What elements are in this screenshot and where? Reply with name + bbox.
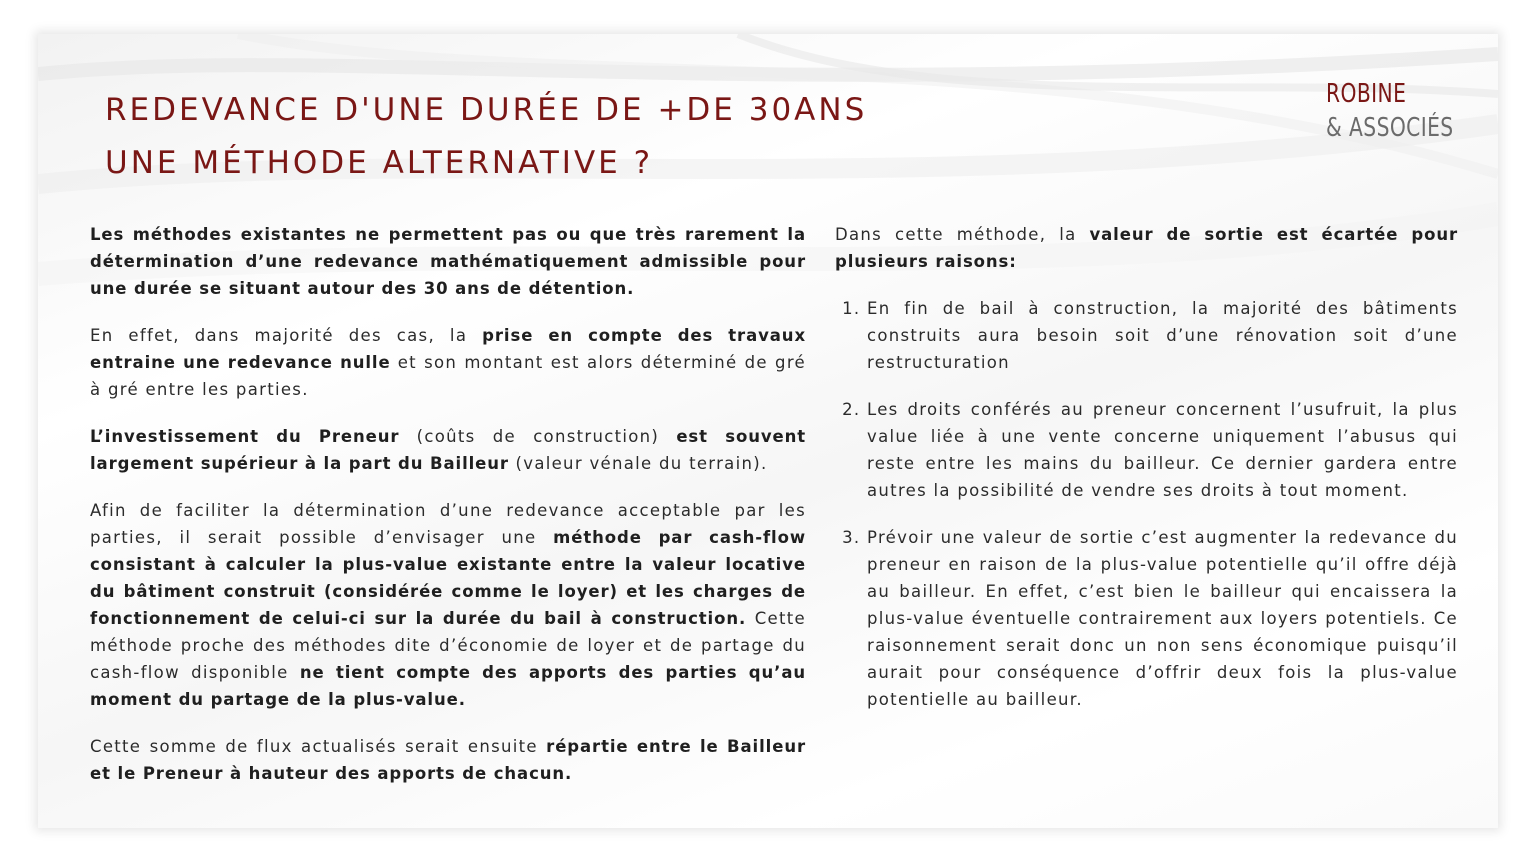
paragraph-5 [90,733,806,787]
text: (coûts de construction) [399,427,677,446]
text: Cette somme de flux actualisés serait ensuite [90,737,547,756]
bold-text: répartie entre le Bailleur et le Preneur à hauteur des apports de chacun. [90,737,806,783]
bold-text: méthode par cash-flow consistant à calculer la plus-value existante entre la valeur locative du bâtiment construit (considérée comme le loyer) et les charges de fonctionnement de celui-ci sur la durée du bail à construction. [90,528,806,628]
bold-text: est souvent largement supérieur à la part du Bailleur [90,427,807,473]
reasons-list [835,295,1458,713]
text: Afin de faciliter la détermination d’une redevance acceptable par les parties, il serait possible d’envisager une [90,501,806,547]
list-item: 1. En fin de bail à construction, la majorité des bâtiments construits aura besoin soit d’une rénovation soit d’une restructuration [867,295,1458,376]
text: En effet, dans majorité des cas, la [90,326,483,345]
paragraph-4 [90,497,806,713]
title-line-1: REDEVANCE D'UNE DURÉE DE +DE 30ANS [105,92,868,128]
text: Cette méthode proche des méthodes dite d’économie de loyer et de partage du cash-flow disponible [90,609,806,682]
text: Dans cette méthode, la [835,225,1090,244]
title-line-2: UNE MÉTHODE ALTERNATIVE ? [105,145,654,181]
list-item: 2. Les droits conférés au preneur concernent l’usufruit, la plus value liée à une vente concerne uniquement l’abusus qui reste entre les mains du bailleur. Ce dernier gardera entre autres la possibilité de vendre ses droits à tout moment. [867,396,1458,504]
bold-text: prise en compte des travaux entraine une redevance nulle [90,326,807,372]
company-logo [1326,77,1454,145]
bold-text: L’investissement du Preneur [90,427,400,446]
text: (valeur vénale du terrain). [508,454,768,473]
text: et son montant est alors déterminé de gré à gré entre les parties. [90,353,806,399]
slide-title [105,84,867,190]
paragraph-3 [90,423,806,477]
logo-line-2: & ASSOCIÉS [1326,113,1454,143]
slide [38,34,1498,828]
paragraph-2 [90,322,806,403]
left-column [90,221,806,807]
logo-line-1: ROBINE [1326,79,1407,109]
bold-text: Les méthodes existantes ne permettent pas ou que très rarement la détermination d’une redevance mathématiquement admissible pour une durée se situant autour des 30 ans de détention. [90,225,806,298]
paragraph-1 [90,221,806,302]
list-item: 3. Prévoir une valeur de sortie c’est augmenter la redevance du preneur en raison de la plus-value potentielle qu’il offre déjà au bailleur. En effet, c’est bien le bailleur qui encaissera la plus-value éventuelle contrairement aux loyers potentiels. Ce raisonnement serait donc un non sens économique puisqu’il aurait pour conséquence d’offrir deux fois la plus-value potentielle au bailleur. [867,524,1458,713]
bold-text: ne tient compte des apports des parties qu’au moment du partage de la plus-value. [90,663,806,709]
right-column [835,221,1458,733]
bold-text: valeur de sortie est écartée pour plusieurs raisons: [835,225,1459,271]
intro-paragraph [835,221,1458,275]
